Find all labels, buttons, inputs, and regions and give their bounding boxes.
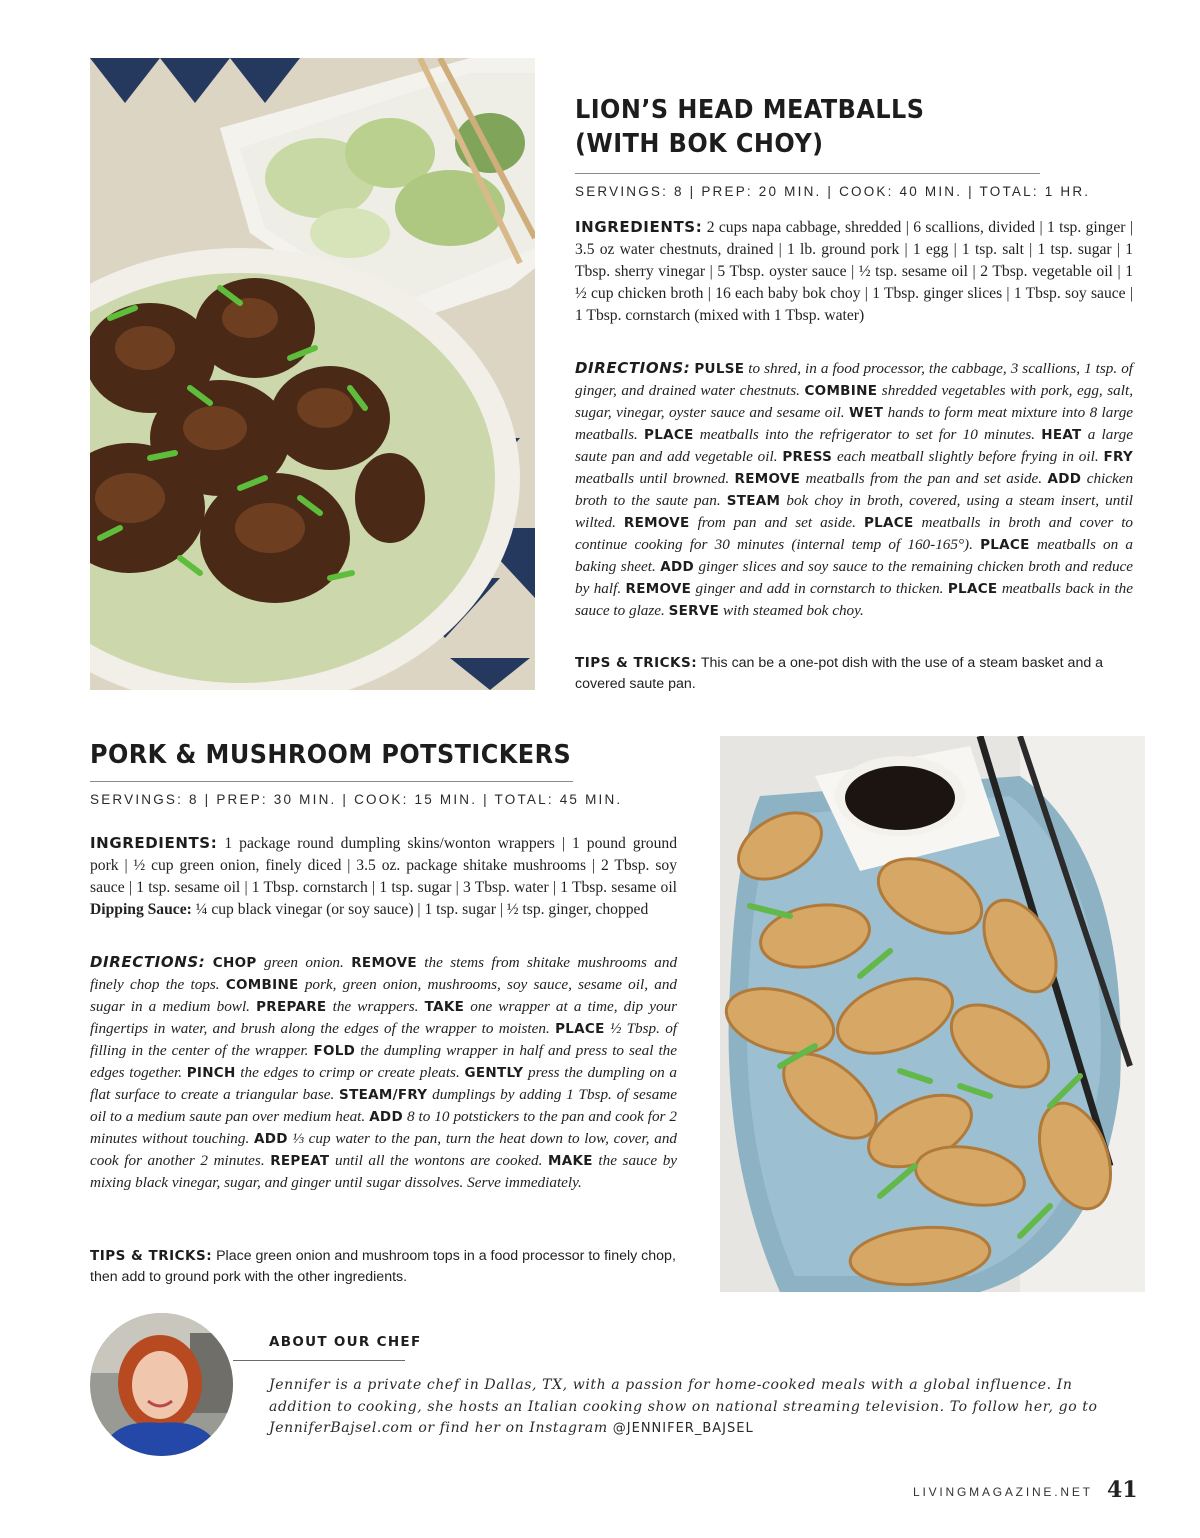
recipe1-step-text: meatballs into the refrigerator to set for 10 minutes. bbox=[699, 426, 1036, 443]
recipe1-step-keyword: PRESS bbox=[782, 449, 833, 465]
meatballs-photo bbox=[90, 58, 535, 690]
recipe1-steps bbox=[575, 360, 1133, 619]
recipe2-step-keyword: PREPARE bbox=[256, 999, 327, 1015]
recipe2-ingredients-label: INGREDIENTS: bbox=[90, 834, 218, 852]
recipe1-step-keyword: REMOVE bbox=[625, 581, 692, 597]
recipe2-dipping-text: ¼ cup black vinegar (or soy sauce) | 1 tsp. sugar | ½ tsp. ginger, chopped bbox=[195, 901, 649, 918]
recipe1-step-text: shredded vegetables with pork, egg, salt, sugar, vinegar, oyster sauce and sesame oil. bbox=[575, 382, 1134, 421]
about-rule bbox=[233, 1360, 405, 1361]
page-number: 41 bbox=[1107, 1477, 1138, 1503]
recipe2-step-text: dumplings by adding 1 Tbsp. of sesame oil to a medium saute pan over medium heat. bbox=[90, 1086, 678, 1125]
recipe2-meta: SERVINGS: 8 | PREP: 30 MIN. | COOK: 15 MIN. | TOTAL: 45 MIN. bbox=[90, 792, 623, 807]
recipe1-step-text: ginger slices and soy sauce to the remaining chicken broth and reduce by half. bbox=[575, 558, 1134, 597]
recipe2-ingredients-text: 1 package round dumpling skins/wonton wrappers | 1 pound ground pork | ½ cup green onion, finely diced | 3.5 oz. package shitake mushrooms | 2 Tbsp. soy sauce | 1 tsp. sesame oil | 1 Tbsp. cornstarch | 1 tsp. sugar | 3 Tbsp. water | 1 Tbsp. sesame oil bbox=[90, 835, 677, 896]
recipe2-step-keyword: ADD bbox=[369, 1109, 403, 1125]
recipe2-step-text: ⅓ cup water to the pan, turn the heat down to low, cover, and cook for another 2 minutes. bbox=[90, 1130, 678, 1169]
recipe1-step-text: meatballs on a baking sheet. bbox=[575, 536, 1134, 575]
chef-bio-text: Jennifer is a private chef in Dallas, TX, with a passion for home-cooked meals with a global influence. In addition to cooking, she hosts an Italian cooking show on national streaming television. To follow her, go to JenniferBajsel.com or find her on Instagram bbox=[269, 1377, 1098, 1436]
recipe2-tips-text: Place green onion and mushroom tops in a food processor to finely chop, then add to ground pork with the other ingredients. bbox=[90, 1248, 676, 1285]
recipe2-steps bbox=[90, 954, 677, 1191]
recipe1-step-keyword: PLACE bbox=[980, 537, 1030, 553]
recipe2-directions bbox=[90, 951, 677, 1194]
recipe1-title-rule bbox=[575, 173, 1040, 174]
recipe2-step-keyword: COMBINE bbox=[225, 977, 299, 993]
recipe2-step-text: press the dumpling on a flat surface to create a triangular base. bbox=[90, 1064, 677, 1103]
recipe2-step-keyword: REPEAT bbox=[270, 1153, 330, 1169]
about-heading: ABOUT OUR CHEF bbox=[269, 1334, 422, 1350]
recipe1-ingredients-text: 2 cups napa cabbage, shredded | 6 scallions, divided | 1 tsp. ginger | 3.5 oz water chestnuts, drained | 1 lb. ground pork | 1 egg | 1 tsp. salt | 1 tsp. sugar | 1 Tbsp. sherry vinegar | 5 Tbsp. oyster sauce | ½ tsp. sesame oil | 2 Tbsp. vegetable oil | 1 ½ cup chicken broth | 16 each baby bok choy | 1 Tbsp. ginger slices | 1 Tbsp. soy sauce | 1 Tbsp. cornstarch (mixed with 1 Tbsp. water) bbox=[575, 219, 1133, 324]
recipe2-step-text: the sauce by mixing black vinegar, sugar, and ginger until sugar dissolves. Serve immediately. bbox=[90, 1152, 678, 1191]
recipe2-title-rule bbox=[90, 781, 573, 782]
recipe1-step-keyword: HEAT bbox=[1041, 427, 1082, 443]
chef-avatar bbox=[90, 1313, 233, 1456]
recipe1-directions-label: DIRECTIONS: bbox=[575, 359, 691, 377]
recipe1-tips bbox=[575, 653, 1133, 695]
recipe1-step-keyword: PULSE bbox=[694, 361, 745, 377]
recipe2-step-keyword: STEAM/FRY bbox=[339, 1087, 428, 1103]
recipe2-step-text: the wrappers. bbox=[332, 998, 419, 1015]
footer-website: LIVINGMAGAZINE.NET bbox=[913, 1485, 1093, 1499]
recipe1-ingredients bbox=[575, 216, 1133, 327]
recipe2-step-text: 8 to 10 potstickers to the pan and cook for 2 minutes without touching. bbox=[90, 1108, 678, 1147]
recipe1-step-text: meatballs until browned. bbox=[575, 470, 730, 487]
recipe2-step-text: green onion. bbox=[263, 954, 344, 971]
recipe2-step-keyword: PINCH bbox=[186, 1065, 236, 1081]
recipe2-step-text: the edges to crimp or create pleats. bbox=[240, 1064, 460, 1081]
recipe2-tips-label: TIPS & TRICKS: bbox=[90, 1248, 213, 1264]
recipe1-title bbox=[575, 93, 1007, 161]
recipe1-directions bbox=[575, 357, 1133, 622]
recipe1-step-text: meatballs in broth and cover to continue cooking for 30 minutes (internal temp of 160-165°). bbox=[575, 514, 1134, 553]
recipe1-step-keyword: PLACE bbox=[644, 427, 694, 443]
recipe2-step-keyword: CHOP bbox=[212, 955, 257, 971]
recipe1-step-text: with steamed bok choy. bbox=[722, 602, 864, 619]
potstickers-photo bbox=[720, 736, 1145, 1292]
recipe1-step-keyword: COMBINE bbox=[804, 383, 878, 399]
recipe1-step-text: to shred, in a food processor, the cabbage, 3 scallions, 1 tsp. of ginger, and drained water chestnuts. bbox=[575, 360, 1134, 399]
recipe2-step-keyword: FOLD bbox=[313, 1043, 356, 1059]
recipe2-step-keyword: MAKE bbox=[548, 1153, 593, 1169]
recipe2-title: PORK & MUSHROOM POTSTICKERS bbox=[90, 740, 572, 770]
recipe2-step-keyword: PLACE bbox=[555, 1021, 605, 1037]
recipe1-step-keyword: REMOVE bbox=[623, 515, 690, 531]
recipe1-step-text: each meatball slightly before frying in oil. bbox=[837, 448, 1099, 465]
recipe1-step-keyword: WET bbox=[848, 405, 884, 421]
recipe1-step-keyword: PLACE bbox=[863, 515, 914, 531]
recipe1-step-keyword: ADD bbox=[1047, 471, 1082, 487]
recipe1-step-keyword: ADD bbox=[660, 559, 695, 575]
recipe1-title-line2: (WITH BOK CHOY) bbox=[575, 129, 824, 159]
recipe1-tips-label: TIPS & TRICKS: bbox=[575, 655, 698, 671]
recipe1-step-text: meatballs back in the sauce to glaze. bbox=[575, 580, 1134, 619]
recipe2-ingredients bbox=[90, 832, 677, 921]
instagram-handle[interactable]: @JENNIFER_BAJSEL bbox=[612, 1421, 754, 1436]
recipe1-step-keyword: STEAM bbox=[726, 493, 781, 509]
recipe1-step-text: a large saute pan and add vegetable oil. bbox=[575, 426, 1133, 465]
recipe1-ingredients-label: INGREDIENTS: bbox=[575, 218, 703, 236]
recipe2-directions-label: DIRECTIONS: bbox=[90, 953, 206, 971]
recipe1-tips-text: This can be a one-pot dish with the use of a steam basket and a covered saute pan. bbox=[575, 655, 1104, 692]
recipe1-step-text: chicken broth to the saute pan. bbox=[575, 470, 1134, 509]
recipe2-step-text: the dumpling wrapper in half and press to seal the edges together. bbox=[90, 1042, 678, 1081]
recipe2-step-keyword: REMOVE bbox=[351, 955, 417, 971]
recipe2-step-text: pork, green onion, mushrooms, soy sauce, sesame oil, and sugar in a medium bowl. bbox=[90, 976, 678, 1015]
recipe1-step-text: bok choy in broth, covered, using a steam insert, until wilted. bbox=[575, 492, 1134, 531]
recipe1-step-text: ginger and add in cornstarch to thicken. bbox=[695, 580, 944, 597]
recipe2-step-text: until all the wontons are cooked. bbox=[334, 1152, 543, 1169]
recipe2-step-text: the stems from shitake mushrooms and finely chop the tops. bbox=[90, 954, 678, 993]
recipe1-step-text: from pan and set aside. bbox=[697, 514, 856, 531]
recipe1-step-keyword: FRY bbox=[1103, 449, 1134, 465]
recipe1-step-keyword: SERVE bbox=[668, 603, 720, 619]
recipe1-step-text: hands to form meat mixture into 8 large meatballs. bbox=[575, 404, 1134, 443]
recipe1-title-line1: LION’S HEAD MEATBALLS bbox=[575, 95, 925, 125]
recipe1-step-keyword: REMOVE bbox=[734, 471, 801, 487]
recipe2-step-text: one wrapper at a time, dip your fingertips in water, and brush along the edges of the wrapper to moisten. bbox=[90, 998, 678, 1037]
recipe2-dipping-label: Dipping Sauce: bbox=[90, 901, 192, 918]
recipe2-tips bbox=[90, 1246, 677, 1288]
recipe2-step-keyword: GENTLY bbox=[464, 1065, 524, 1081]
recipe1-meta: SERVINGS: 8 | PREP: 20 MIN. | COOK: 40 MIN. | TOTAL: 1 HR. bbox=[575, 184, 1091, 199]
recipe1-step-text: meatballs from the pan and set aside. bbox=[805, 470, 1043, 487]
recipe2-step-keyword: TAKE bbox=[424, 999, 465, 1015]
recipe2-step-keyword: ADD bbox=[254, 1131, 288, 1147]
chef-bio bbox=[269, 1375, 1129, 1440]
recipe2-step-text: ½ Tbsp. of filling in the center of the wrapper. bbox=[90, 1020, 678, 1059]
recipe1-step-keyword: PLACE bbox=[947, 581, 998, 597]
